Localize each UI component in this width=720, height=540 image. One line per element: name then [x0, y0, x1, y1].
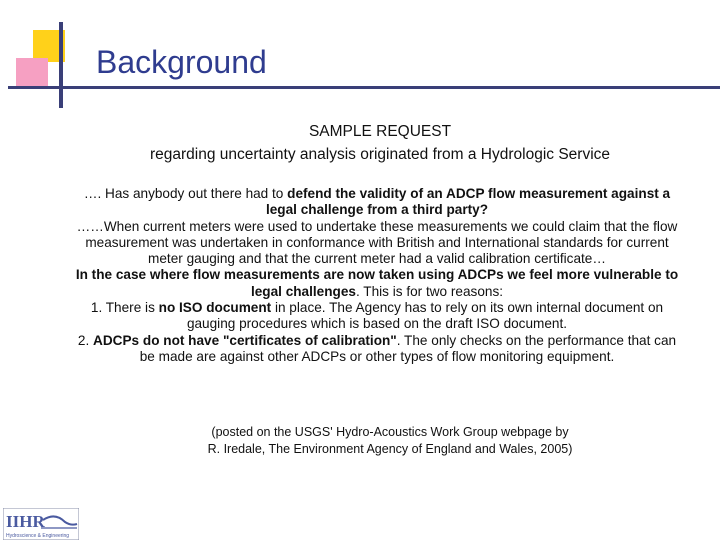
- p1-text: …. Has anybody out there had to: [83, 186, 288, 201]
- slide-title: Background: [96, 44, 267, 80]
- item2-emphasis: ADCPs do not have "certificates of calibration": [93, 332, 397, 348]
- p1-emphasis: defend the validity of an ADCP flow measurement against a legal challenge from a third party?: [265, 186, 671, 218]
- paragraph-1: [70, 186, 684, 219]
- item1-text: in place. The Agency has to rely on its own internal document on gauging procedures which is based on the draft ISO document.: [186, 300, 664, 332]
- decorative-horizontal-rule: [8, 86, 720, 89]
- iihr-logo: [3, 508, 79, 540]
- paragraph-2: ……When current meters were used to undertake these measurements we could claim that the flow measurement was undertaken in conformance with British and International standards for current meter gauging and that the current meter had a valid calibration certificate…: [76, 218, 678, 267]
- decorative-pink-square: [16, 58, 48, 88]
- quoted-request: [70, 186, 684, 365]
- heading-line-1: SAMPLE REQUEST: [308, 123, 452, 140]
- list-item-1: [70, 300, 684, 333]
- item2-text: . The only checks on the performance that can be made are against other ADCPs or other types of flow monitoring equipment.: [139, 332, 677, 364]
- heading-line-2: regarding uncertainty analysis originated from a Hydrologic Service: [149, 146, 611, 163]
- note-line-2: R. Iredale, The Environment Agency of England and Wales, 2005): [207, 442, 573, 456]
- logo-subtext: Hydroscience & Engineering: [6, 533, 70, 539]
- p3-emphasis: In the case where flow measurements are now taken using ADCPs we feel more vulnerable to legal challenges: [75, 267, 679, 299]
- list-item-2: [70, 333, 684, 366]
- paragraph-3: [70, 267, 684, 300]
- p3-text: . This is for two reasons:: [355, 283, 504, 299]
- note-line-1: (posted on the USGS' Hydro-Acoustics Work Group webpage by: [211, 425, 569, 439]
- item2-number: 2.: [77, 332, 94, 348]
- item1-emphasis: no ISO document: [158, 300, 272, 316]
- logo-text: IIHR: [6, 512, 45, 531]
- item1-number: 1. There is: [90, 300, 159, 316]
- decorative-vertical-rule: [59, 22, 63, 108]
- source-note: [130, 424, 650, 458]
